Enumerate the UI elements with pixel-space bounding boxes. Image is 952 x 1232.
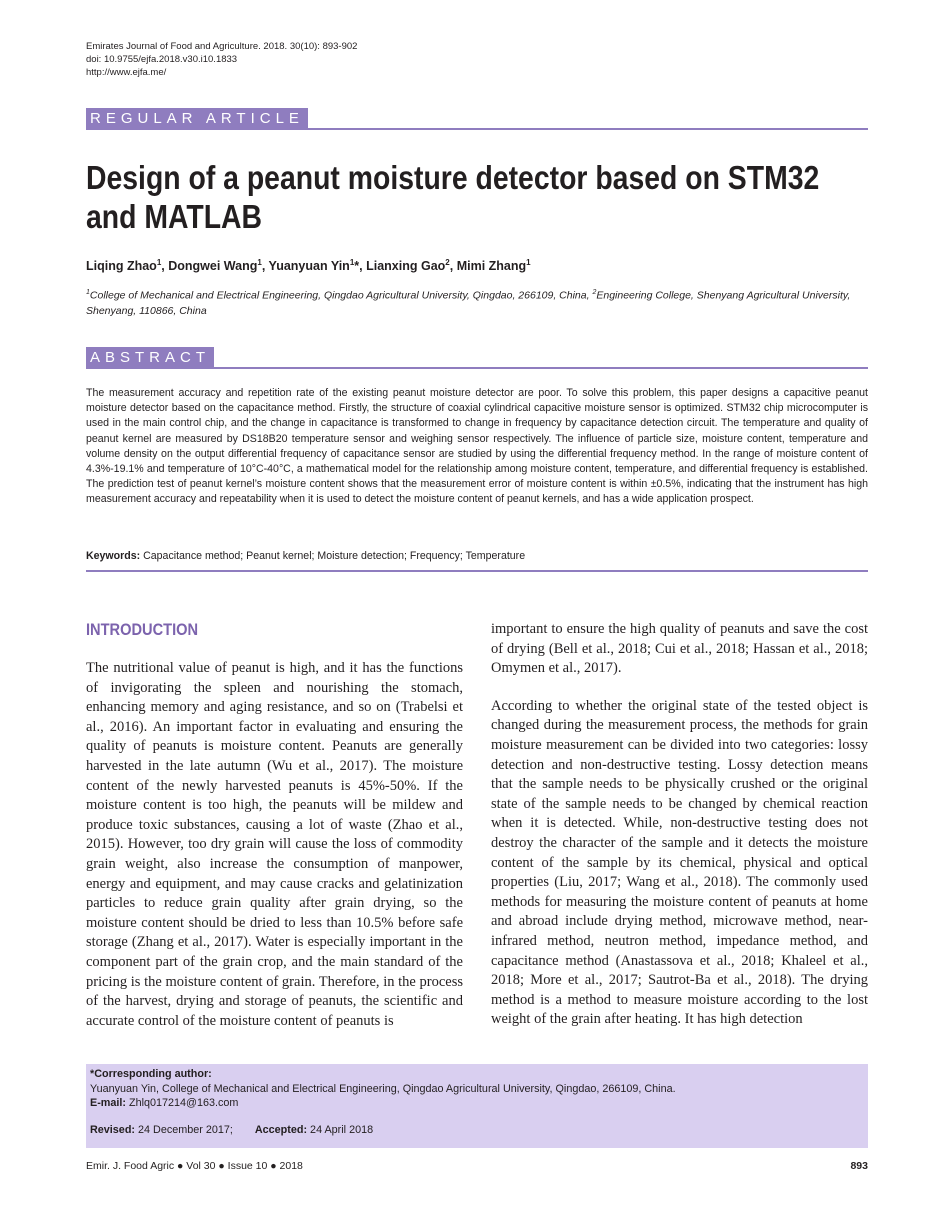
- footer-citation: Emir. J. Food Agric ● Vol 30 ● Issue 10 ● 2018: [86, 1160, 303, 1172]
- author[interactable]: Liqing Zhao$^1$,: [86, 258, 169, 274]
- doi-text: doi: 10.9755/ejfa.2018.v30.i10.1833: [86, 54, 238, 65]
- abstract-text: The measurement accuracy and repetition rate of the existing peanut moisture detector are poor. To solve this problem, this paper designs a capacitive peanut moisture detector based on the capacitance method. Firstly, the structure of coaxial cylindrical capacitive moisture sensor is optimized. STM32 chip microcomputer is used in the main control chip, and the change in capacitance is transformed to change in frequency by capacitance detection circuit. The temperature and quality of peanut kernel are measured by DS18B20 temperature sensor and weighing sensor respectively. The influence of particle size, moisture content, temperature and volume density on the output differential frequency of capacitance sensor are studied by using the differential frequency method. In the range of moisture content of 4.3%-19.1% and temperature of 10°C-40°C, a mathematical model for the relationship among moisture content, temperature, and differential frequency is established. The prediction test of peanut kernel’s moisture content shows that the measurement error of moisture content is within ±0.5%, indicating that the instrument has high measurement accuracy and repeatability when it is used to detect the moisture content of peanut kernels, and has a wide application prospect.: [86, 387, 868, 506]
- keywords-text: Capacitance method; Peanut kernel; Moisture detection; Frequency; Temperature: [140, 550, 526, 562]
- author[interactable]: Lianxing Gao$^2$,: [366, 258, 457, 274]
- corresponding-author-text: Yuanyuan Yin, College of Mechanical and Electrical Engineering, Qingdao Agricultural University, Qingdao, 266109, China.: [90, 1082, 676, 1095]
- keywords: [86, 549, 868, 564]
- intro-paragraph-1-cont: important to ensure the high quality of peanuts and save the cost of drying (Bell et al., 2018; Cui et al., 2018; Hassan et al., 2018; Omymen et al., 2017).: [491, 621, 868, 677]
- introduction-heading: INTRODUCTION: [86, 620, 199, 639]
- journal-header: [86, 40, 357, 79]
- affiliations: $^1$College of Mechanical and Electrical Engineering, Qingdao Agricultural University, Qingdao, 266109, China, $^2$Engineering College, Shenyang Agricultural University, Shenyang, 110866, China: [86, 289, 851, 317]
- abstract-rule: [86, 367, 868, 369]
- author[interactable]: Mimi Zhang$^1$: [456, 258, 531, 274]
- author-list: [86, 258, 531, 273]
- journal-citation: Emirates Journal of Food and Agriculture. 2018. 30(10): 893-902: [86, 41, 358, 52]
- corresponding-author-label: *Corresponding author:: [90, 1068, 212, 1080]
- email-line: E-mail: Zhlq017214@163.com: [90, 1097, 239, 1109]
- intro-paragraph-1: The nutritional value of peanut is high, and it has the functions of invigorating the spleen and nourishing the stomach, enhancing memory and aging resistance, and so on (Trabelsi et al., 2016). An important factor in evaluating and ensuring the quality of peanuts is moisture content. Peanuts are generally harvested in the late autumn (Wu et al., 2017). The moisture content of the newly harvested peanuts is 45%-50%. If the moisture content is too high, the peanuts will be mildew and produce toxic substances, causing a lot of waste (Zhao et al., 2015). However, too dry grain will cause the loss of commodity grain weight, also increase the consumption of manpower, energy and equipment, and may cause cracks and gelatinization particles to reduce grain quality after grain drying, so the moisture content should be dried to less than 10.5% before safe storage (Zhang et al., 2017). Water is especially important in the component part of the grain crop, and the main standard of the pricing is the moisture content of grain. Therefore, in the process of the harvest, drying and storage of peanuts, the scientific and accurate control of the moisture content of peanuts is: [86, 660, 463, 1029]
- article-title: Design of a peanut moisture detector based on STM32 and MATLAB: [86, 159, 820, 235]
- author[interactable]: Yuanyuan Yin$^1$*,: [268, 258, 367, 274]
- journal-url-link[interactable]: http://www.ejfa.me/: [86, 67, 167, 78]
- article-type-rule: [86, 128, 868, 130]
- intro-paragraph-2: According to whether the original state of the tested object is changed during the measurement process, the methods for grain moisture measurement can be divided into two categories: lossy detection and non-destructive testing. Lossy detection means that the sample needs to be physically crushed or the original state of the sample needs to be changed by chemical reaction when it is detected. While, non-destructive testing does not destroy the character of the sample and it detects the moisture content of the sample by its chemical, physical and optical properties (Liu, 2017; Wang et al., 2018). The commonly used methods for measuring the moisture content of peanuts at home and abroad include drying method, microwave method, near-infrared method, neutron method, impedance method, and capacitance method (Anastassova et al., 2018; Khaleel et al., 2018; More et al., 2017; Sautrot-Ba et al., 2018). The drying method is a method to measure moisture according to the lost weight of the grain after heating. It has high detection: [491, 697, 868, 1028]
- email-link[interactable]: Zhlq017214@163.com: [126, 1097, 239, 1109]
- page-footer: [86, 1160, 868, 1172]
- abstract-bottom-rule: [86, 570, 868, 572]
- body-column-right: [491, 620, 868, 1030]
- body-column-left: [86, 659, 463, 1031]
- abstract-band: [86, 347, 868, 369]
- page-number: 893: [850, 1160, 868, 1172]
- dates-line: Revised: 24 December 2017; Accepted: 24 April 2018: [90, 1123, 374, 1136]
- correspondence-box: [86, 1064, 868, 1148]
- keywords-label: Keywords:: [86, 550, 141, 562]
- author[interactable]: Dongwei Wang$^1$,: [168, 258, 269, 274]
- article-type-label: REGULAR ARTICLE: [86, 108, 308, 129]
- article-type-band: [86, 108, 868, 130]
- abstract-heading: ABSTRACT: [86, 347, 214, 368]
